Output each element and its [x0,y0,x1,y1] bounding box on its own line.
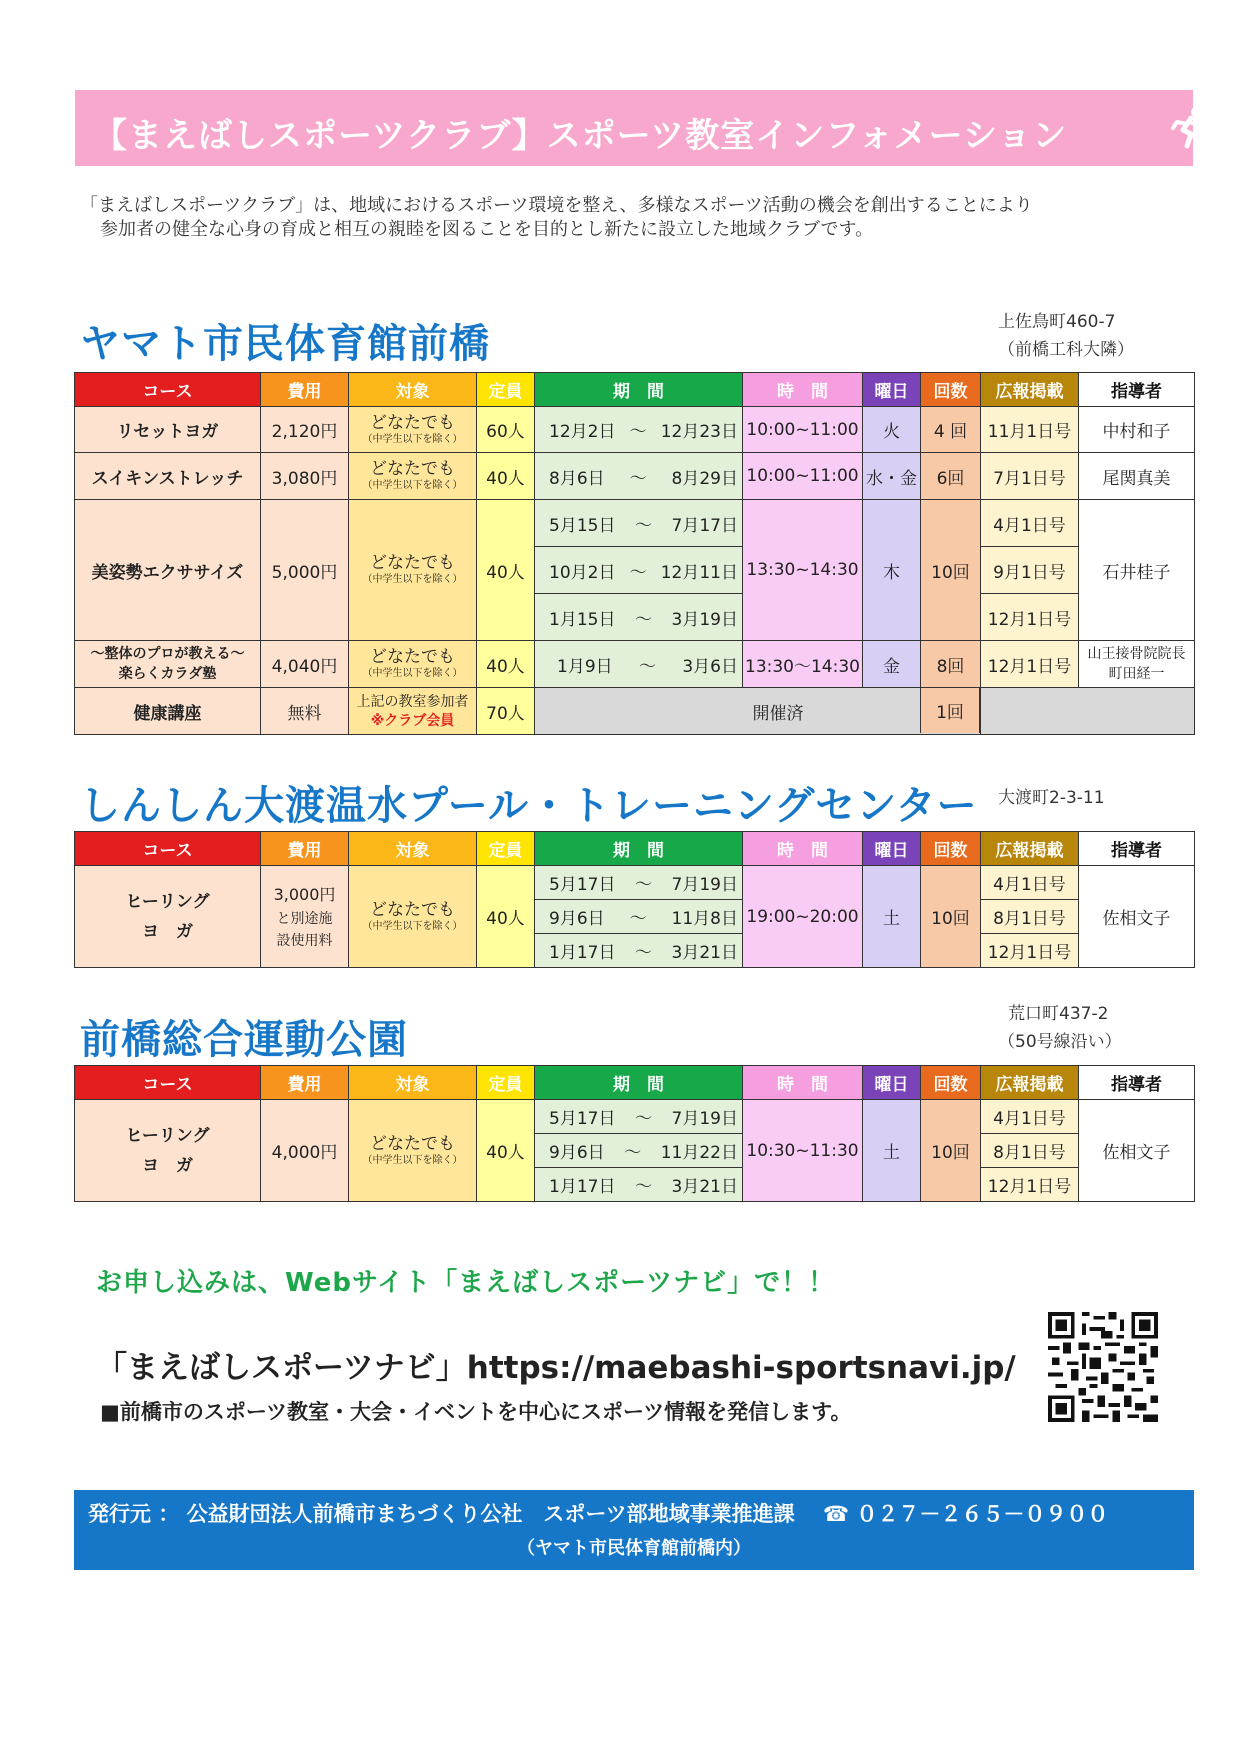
publisher-footer [74,1490,1194,1570]
header-fee: 費用 [261,373,349,407]
sportsnavi-name: 「まえばしスポーツナビ」 [96,1350,467,1386]
header-target: 対象 [349,373,477,407]
header-day: 曜日 [863,373,921,407]
course-ad: 8月1日号 [981,900,1079,934]
course-period: 10月2日 ～ 12月11日 [535,547,743,594]
course-day: 金 [863,641,921,688]
course-name: 美姿勢エクササイズ [75,500,261,641]
header-banner [75,90,1193,166]
health-lecture-times: 1回 [920,688,980,733]
table-row [75,688,1195,735]
course-fee: 2,120円 [261,407,349,453]
header-target: 対象 [349,832,477,866]
course-name: ヒーリング ヨ ガ [75,1100,261,1202]
course-period: 1月15日 ～ 3月19日 [535,594,743,641]
header-time: 時 間 [743,373,863,407]
intro-text [80,194,1160,242]
course-period: 12月2日 ～ 12月23日 [535,407,743,453]
header-capacity: 定員 [477,1066,535,1100]
venue-address-shinshin: 大渡町2-3-11 [998,788,1105,808]
table-row [75,500,1195,547]
course-ad: 4月1日号 [981,500,1079,547]
course-time: 19:00~20:00 [743,866,863,968]
course-period: 5月17日 ～ 7月19日 [535,1100,743,1134]
course-fee: 4,040円 [261,641,349,688]
publisher-line: 発行元 ： 公益財団法人前橋市まちづくり公社 スポーツ部地域事業推進課 ☎ ０２７－２６５－０９００ [88,1502,1109,1526]
course-ad: 4月1日号 [981,1100,1079,1134]
header-times: 回数 [921,832,981,866]
course-capacity: 70人 [477,688,535,735]
course-ad: 12月1日号 [981,594,1079,641]
course-name: ～整体のプロが教える～ 楽らくカラダ塾 [75,641,261,688]
publisher-sub-line: （ヤマト市民体育館前橋内） [517,1538,751,1559]
course-period: 9月6日 ～ 11月8日 [535,900,743,934]
page-title: 【まえばしスポーツクラブ】スポーツ教室インフォメーション [93,116,1068,156]
apply-notice: お申し込みは、Webサイト「まえばしスポーツナビ」で！！ [96,1268,836,1298]
course-day: 火 [863,407,921,453]
course-period: 9月6日 ～ 11月22日 [535,1134,743,1168]
header-capacity: 定員 [477,373,535,407]
venue-title-shinshin: しんしん大渡温水プール・トレーニングセンター [80,783,978,829]
course-time: 10:30~11:30 [743,1100,863,1202]
table-row [75,453,1195,500]
header-instructor: 指導者 [1079,373,1195,407]
course-capacity: 60人 [477,407,535,453]
course-instructor: 中村和子 [1079,407,1195,453]
intro-line-2: 参加者の健全な心身の育成と相互の親睦を図ることを目的とし新たに設立した地域クラブです。 [100,219,874,240]
course-day: 水・金 [863,453,921,500]
header-period: 期 間 [535,832,743,866]
course-target: どなたでも （中学生以下を除く） [349,453,477,500]
course-instructor: 佐相文子 [1079,1100,1195,1202]
header-target: 対象 [349,1066,477,1100]
header-time: 時 間 [743,1066,863,1100]
schedule-table-shinshin [74,831,1195,968]
table-header-row [75,373,1195,407]
course-capacity: 40人 [477,500,535,641]
course-capacity: 40人 [477,1100,535,1202]
header-fee: 費用 [261,832,349,866]
running-person-icon [1167,104,1213,150]
header-course: コース [75,1066,261,1100]
intro-line-1: 「まえばしスポーツクラブ」は、地域におけるスポーツ環境を整え、多様なスポーツ活動の機会を創出することにより [80,195,1033,216]
table-row [75,407,1195,453]
course-time: 10:00~11:00 [743,453,863,500]
table-header-row [75,1066,1195,1100]
sportsnavi-description: ■前橋市のスポーツ教室・大会・イベントを中心にスポーツ情報を発信します。 [100,1400,852,1424]
course-target: どなたでも （中学生以下を除く） [349,500,477,641]
course-capacity: 40人 [477,453,535,500]
course-empty [981,688,1195,735]
table-header-row [75,832,1195,866]
header-day: 曜日 [863,832,921,866]
header-time: 時 間 [743,832,863,866]
course-target: どなたでも （中学生以下を除く） [349,866,477,968]
course-time: 13:30～14:30 [743,641,863,688]
course-period: 8月6日 ～ 8月29日 [535,453,743,500]
table-row [75,641,1195,688]
header-times: 回数 [921,373,981,407]
course-times: 10回 [921,1100,981,1202]
header-period: 期 間 [535,1066,743,1100]
header-ad: 広報掲載 [981,373,1079,407]
venue-address-yamato: 上佐鳥町460-7 （前橋工科大隣） [998,312,1134,360]
course-time: 13:30~14:30 [743,500,863,641]
course-times: 10回 [921,500,981,641]
course-fee: 4,000円 [261,1100,349,1202]
venue-title-yamato: ヤマト市民体育館前橋 [80,321,490,367]
course-period: 1月17日 ～ 3月21日 [535,934,743,968]
header-instructor: 指導者 [1079,1066,1195,1100]
course-period: 5月15日 ～ 7月17日 [535,500,743,547]
course-ad: 4月1日号 [981,866,1079,900]
course-times: 4 回 [921,407,981,453]
course-period: 1月9日 ～ 3月6日 [535,641,743,688]
course-target: 上記の教室参加者 ※クラブ会員 [349,688,477,735]
course-period: 5月17日 ～ 7月19日 [535,866,743,900]
course-ad: 8月1日号 [981,1134,1079,1168]
course-name: 健康講座 [75,688,261,735]
course-ad: 12月1日号 [981,641,1079,688]
course-capacity: 40人 [477,866,535,968]
course-instructor: 佐相文子 [1079,866,1195,968]
course-times: 10回 [921,866,981,968]
course-fee: 3,000円 と別途施 設使用料 [261,866,349,968]
course-name: リセットヨガ [75,407,261,453]
course-time: 10:00~11:00 [743,407,863,453]
course-name: ヒーリング ヨ ガ [75,866,261,968]
course-ad: 12月1日号 [981,1168,1079,1202]
course-ad: 9月1日号 [981,547,1079,594]
qr-code-icon[interactable] [1048,1312,1158,1422]
sportsnavi-url[interactable]: https://maebashi-sportsnavi.jp/ [466,1350,1016,1386]
header-fee: 費用 [261,1066,349,1100]
course-fee: 3,080円 [261,453,349,500]
course-day: 木 [863,500,921,641]
course-period: 1月17日 ～ 3月21日 [535,1168,743,1202]
course-ad: 11月1日号 [981,407,1079,453]
course-target: どなたでも （中学生以下を除く） [349,641,477,688]
course-capacity: 40人 [477,641,535,688]
course-day: 土 [863,866,921,968]
header-period: 期 間 [535,373,743,407]
course-instructor: 山王接骨院院長 町田経一 [1079,641,1195,688]
course-instructor: 尾関真美 [1079,453,1195,500]
venue-address-sogo: 荒口町437-2 （50号線沿い） [998,1004,1122,1052]
course-instructor: 石井桂子 [1079,500,1195,641]
header-instructor: 指導者 [1079,832,1195,866]
table-row [75,866,1195,900]
header-course: コース [75,373,261,407]
header-day: 曜日 [863,1066,921,1100]
table-row [75,1100,1195,1134]
course-fee: 5,000円 [261,500,349,641]
header-ad: 広報掲載 [981,832,1079,866]
header-capacity: 定員 [477,832,535,866]
course-ad: 12月1日号 [981,934,1079,968]
course-name: スイキンストレッチ [75,453,261,500]
header-course: コース [75,832,261,866]
course-ad: 7月1日号 [981,453,1079,500]
schedule-table-yamato [74,372,1195,735]
course-status: 開催済 [535,688,981,735]
venue-title-sogo: 前橋総合運動公園 [80,1017,408,1063]
course-fee: 無料 [261,688,349,735]
header-ad: 広報掲載 [981,1066,1079,1100]
course-target: どなたでも （中学生以下を除く） [349,1100,477,1202]
header-times: 回数 [921,1066,981,1100]
course-target: どなたでも （中学生以下を除く） [349,407,477,453]
course-times: 8回 [921,641,981,688]
course-times: 6回 [921,453,981,500]
schedule-table-sogo [74,1065,1195,1202]
sportsnavi-line [96,1342,1016,1387]
course-day: 土 [863,1100,921,1202]
